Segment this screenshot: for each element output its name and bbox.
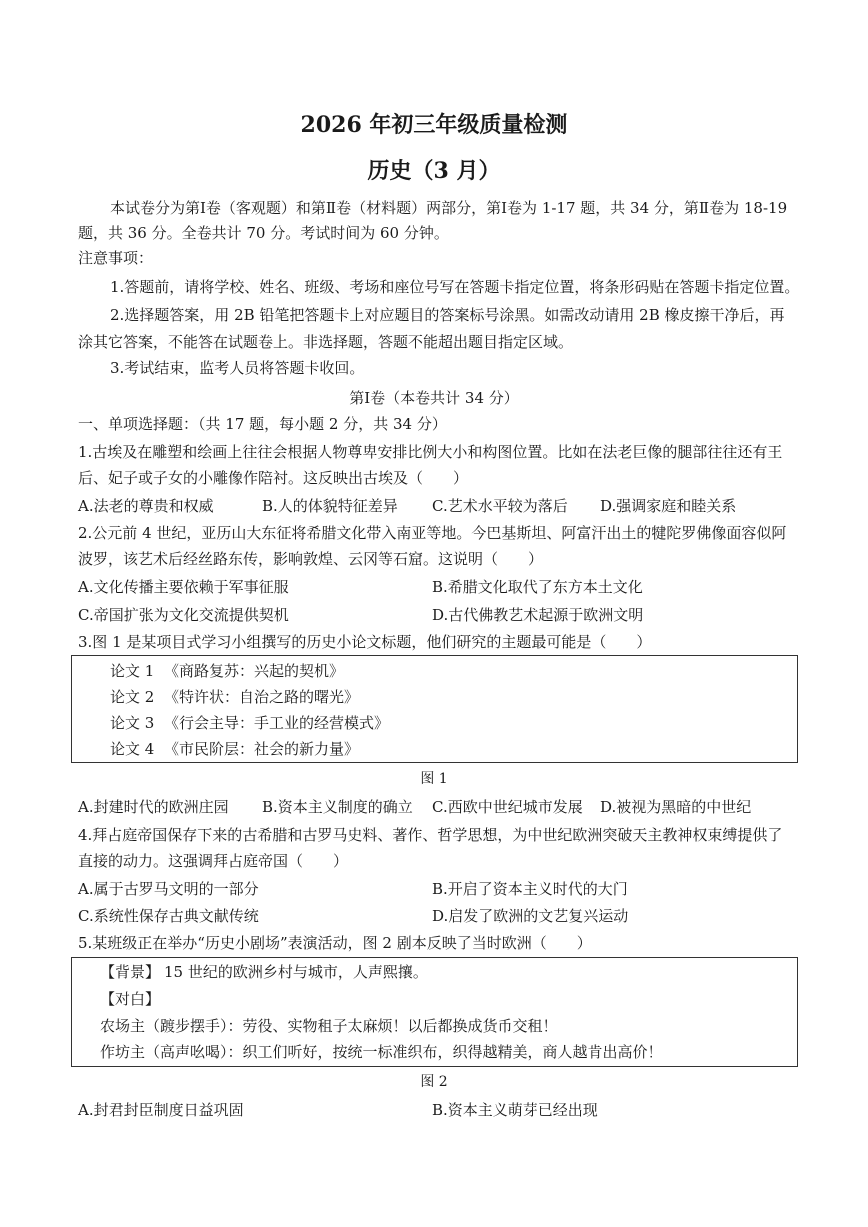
q4-stem-line-2: 直接的动力。这强调拜占庭帝国（ ） [78,852,349,870]
paper-1-label: 论文 1 [110,662,155,680]
q4-option-d: D.启发了欧洲的文艺复兴运动 [432,907,629,925]
script-background-label: 【背景】 [100,963,161,981]
q3-option-d: D.被视为黑暗的中世纪 [600,798,752,816]
paper-3-title: 《行会主导：手工业的经营模式》 [164,714,390,732]
script-dialog-label: 【对白】 [100,990,161,1008]
exam-subtitle: 历史（3 月） [367,158,501,184]
figure-1-box [71,655,798,763]
figure-1-caption: 图 1 [420,771,448,787]
q2-stem-line-2: 波罗，该艺术后经丝路东传，影响敦煌、云冈等石窟。这说明（ ） [78,550,544,568]
q2-option-c: C.帝国扩张为文化交流提供契机 [78,606,289,624]
paper-3-label: 论文 3 [110,714,155,732]
exam-title: 2026 年初三年级质量检测 [300,112,568,138]
q1-option-b: B.人的体貌特征差异 [262,497,398,515]
q5-option-a: A.封君封臣制度日益巩固 [78,1101,244,1119]
paper-2-title: 《特许状：自治之路的曙光》 [164,688,360,706]
intro-line-2: 题，共 36 分。全卷共计 70 分。考试时间为 60 分钟。 [78,224,449,242]
q4-option-b: B.开启了资本主义时代的大门 [432,880,628,898]
q4-option-c: C.系统性保存古典文献传统 [78,907,259,925]
q1-option-d: D.强调家庭和睦关系 [600,497,737,515]
q4-option-a: A.属于古罗马文明的一部分 [78,880,259,898]
notice-item-2-line-2: 涂其它答案，不能答在试题卷上。非选择题，答题不能超出题目指定区域。 [78,333,574,351]
q2-option-d: D.古代佛教艺术起源于欧洲文明 [432,606,644,624]
part-title: 一、单项选择题：（共 17 题，每小题 2 分，共 34 分） [78,415,447,433]
paper-2-label: 论文 2 [110,688,155,706]
paper-4-label: 论文 4 [110,740,155,758]
notice-item-2-line-1: 2.选择题答案，用 2B 铅笔把答题卡上对应题目的答案标号涂黑。如需改动请用 2B 橡皮擦干净后，再 [110,306,785,324]
figure-2-caption: 图 2 [420,1074,448,1090]
q2-option-a: A.文化传播主要依赖于军事征服 [78,578,289,596]
q3-option-a: A.封建时代的欧洲庄园 [78,798,229,816]
q5-stem: 5.某班级正在举办“历史小剧场”表演活动，图 2 剧本反映了当时欧洲（ ） [78,934,592,952]
paper-1-title: 《商路复苏：兴起的契机》 [164,662,345,680]
script-line-workshop: 作坊主（高声吆喝）：织工们听好，按统一标准织布，织得越精美，商人越肯出高价！ [100,1043,663,1061]
q3-option-c: C.西欧中世纪城市发展 [432,798,583,816]
intro-line-1: 本试卷分为第Ⅰ卷（客观题）和第Ⅱ卷（材料题）两部分，第Ⅰ卷为 1-17 题，共 34 分，第Ⅱ卷为 18-19 [110,199,788,217]
q4-stem-line-1: 4.拜占庭帝国保存下来的古希腊和古罗马史料、著作、哲学思想，为中世纪欧洲突破天主教神权束缚提供了 [78,826,783,844]
q3-stem: 3.图 1 是某项目式学习小组撰写的历史小论文标题，他们研究的主题最可能是（ ） [78,633,652,651]
q1-option-a: A.法老的尊贵和权威 [78,497,214,515]
q3-option-b: B.资本主义制度的确立 [262,798,413,816]
script-background-text: 15 世纪的欧洲乡村与城市，人声熙攘。 [164,963,428,981]
q2-option-b: B.希腊文化取代了东方本土文化 [432,578,643,596]
notice-item-1: 1.答题前，请将学校、姓名、班级、考场和座位号写在答题卡指定位置，将条形码贴在答题卡指定位置。 [110,278,800,296]
figure-2-box [71,957,798,1067]
script-line-farmer: 农场主（踱步摆手）：劳役、实物租子太麻烦！以后都换成货币交租！ [100,1017,558,1035]
section-title: 第Ⅰ卷（本卷共计 34 分） [349,389,519,407]
q2-stem-line-1: 2.公元前 4 世纪，亚历山大东征将希腊文化带入南亚等地。今巴基斯坦、阿富汗出土的犍陀罗佛像面容似阿 [78,524,787,542]
q1-option-c: C.艺术水平较为落后 [432,497,568,515]
notice-item-3: 3.考试结束，监考人员将答题卡收回。 [110,359,365,377]
q5-option-b: B.资本主义萌芽已经出现 [432,1101,598,1119]
paper-4-title: 《市民阶层：社会的新力量》 [164,740,360,758]
q1-stem-line-1: 1.古埃及在雕塑和绘画上往往会根据人物尊卑安排比例大小和构图位置。比如在法老巨像的腿部往往还有王 [78,443,783,461]
notice-heading: 注意事项： [78,249,154,267]
q1-stem-line-2: 后、妃子或子女的小雕像作陪衬。这反映出古埃及（ ） [78,469,469,487]
